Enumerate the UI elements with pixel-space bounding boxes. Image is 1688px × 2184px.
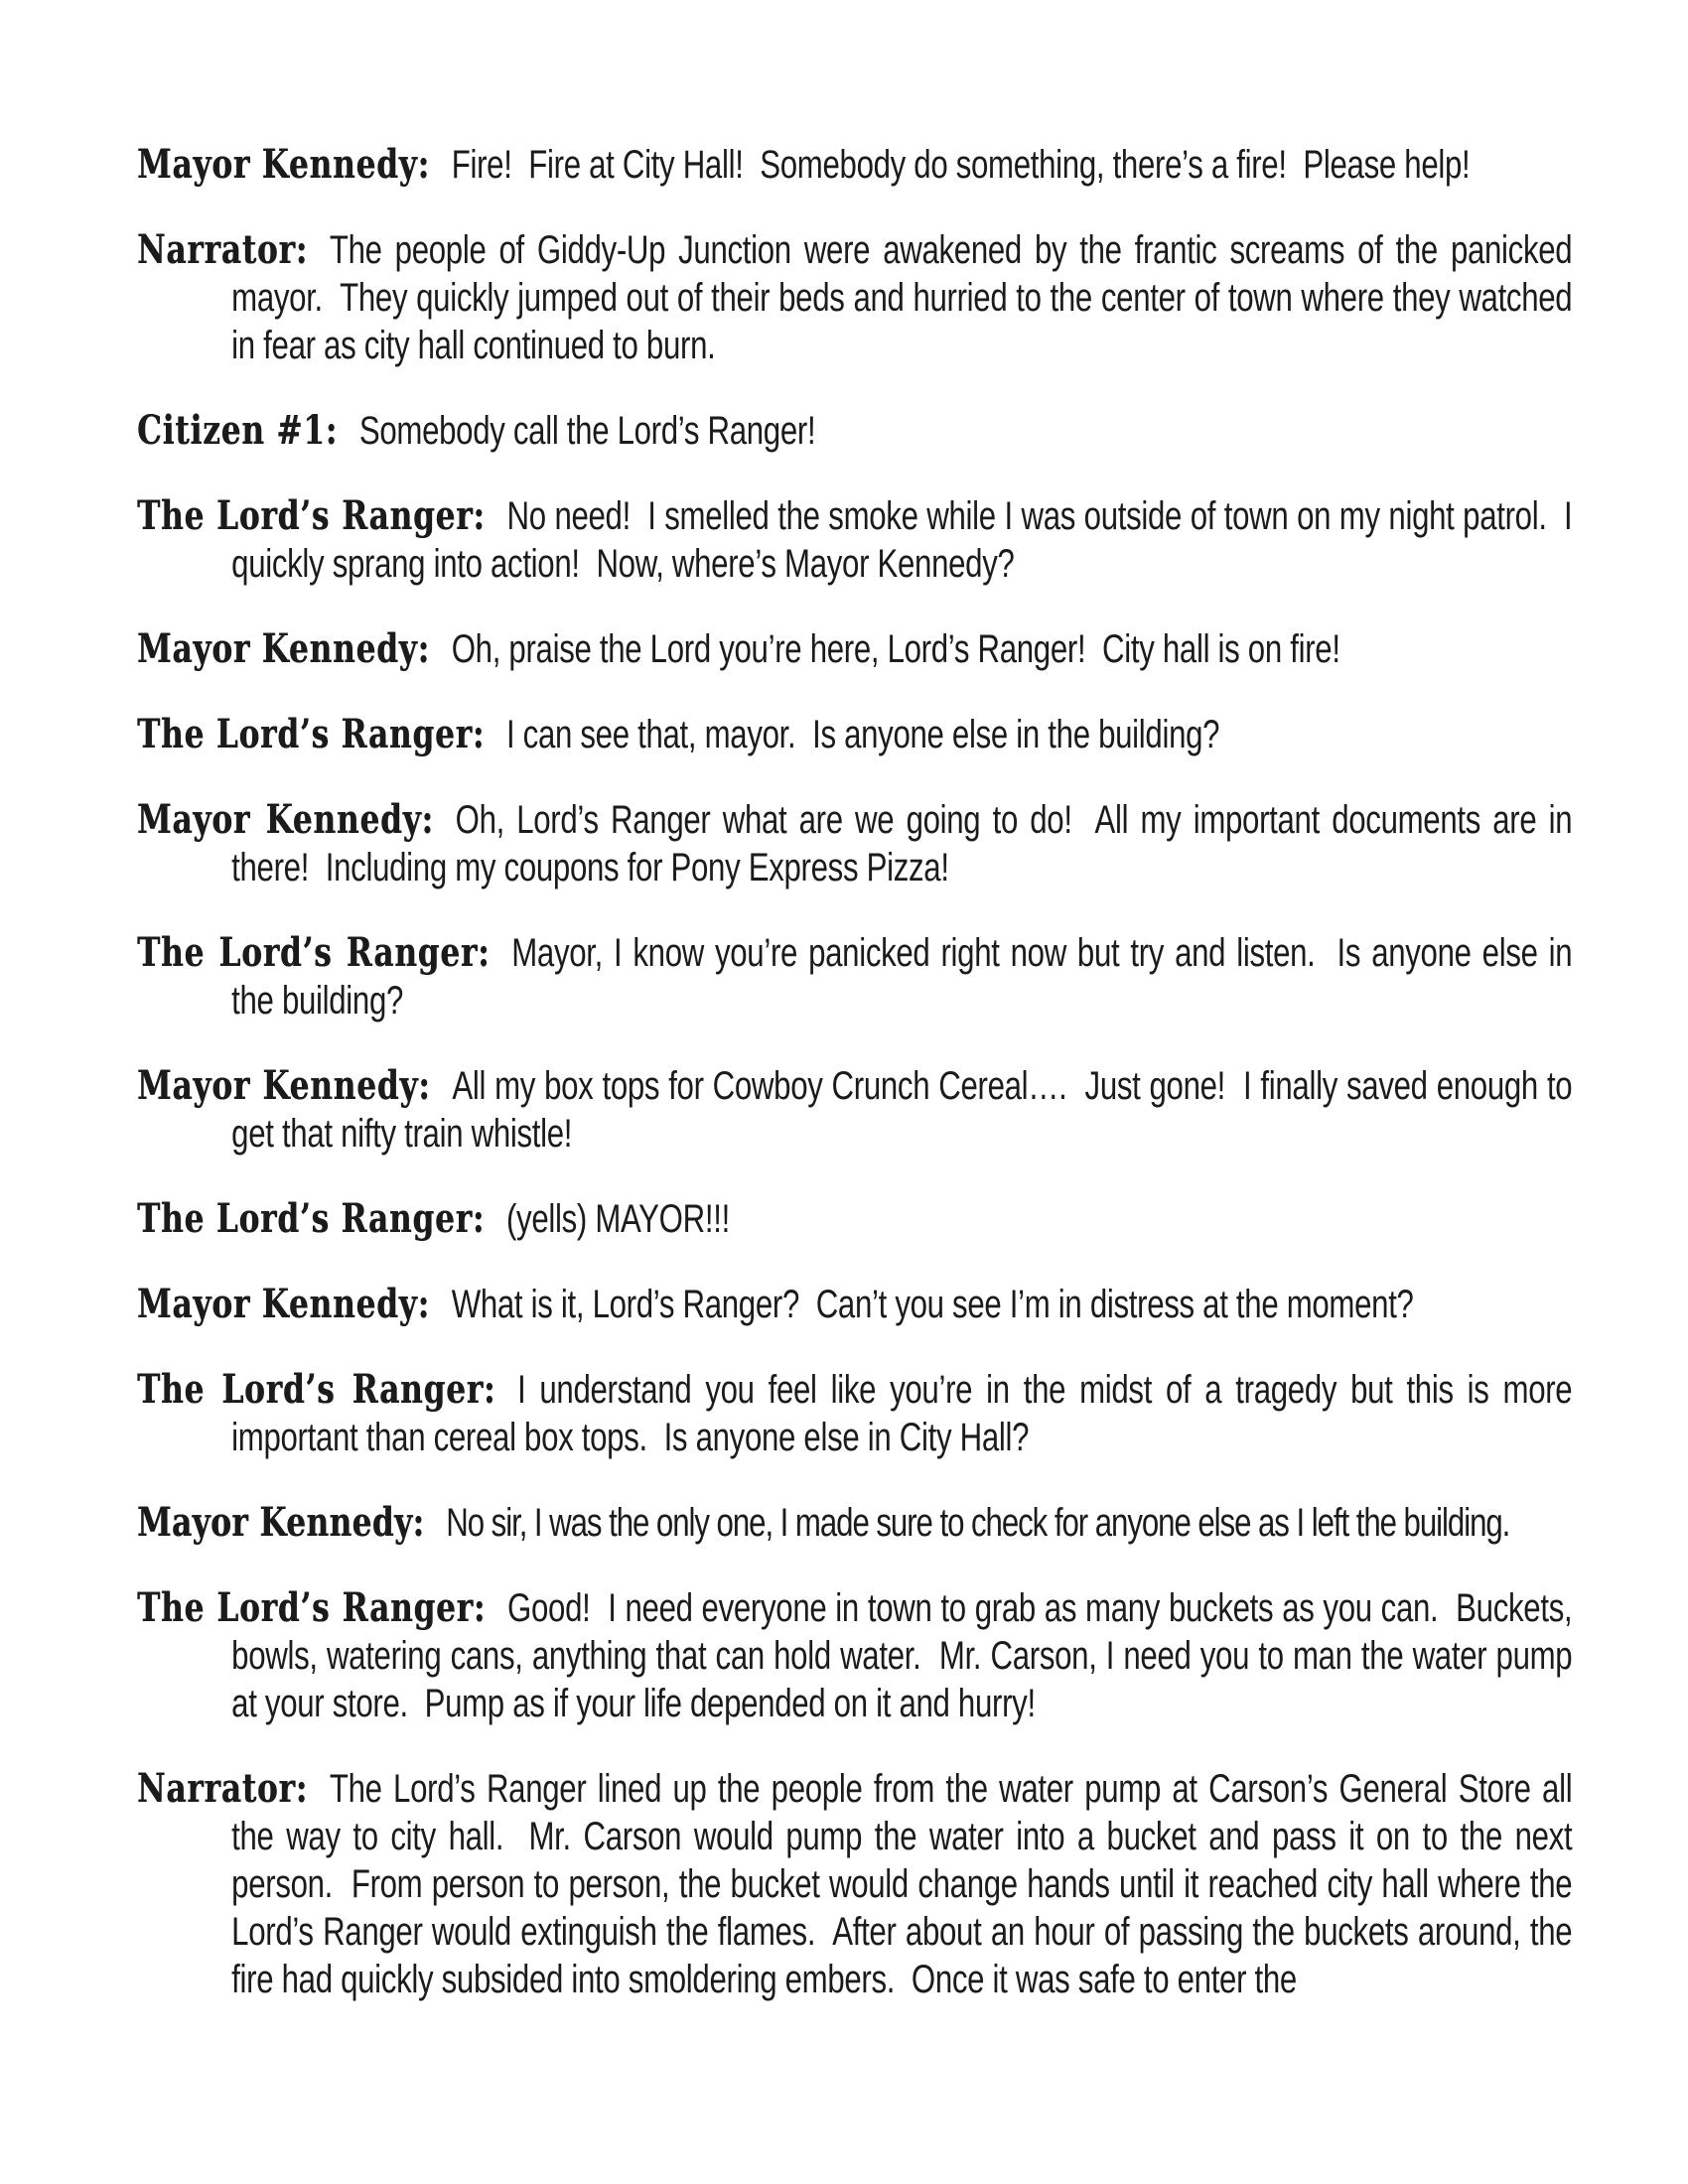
speaker-name: Mayor Kennedy: [137, 1062, 431, 1109]
dialogue-paragraph [137, 929, 1581, 1024]
speaker-name: Mayor Kennedy: [137, 796, 434, 843]
speaker-name: The Lord’s Ranger: [137, 1366, 496, 1413]
dialogue-text: No sir, I was the only one, I made sure to check for anyone else as I left the building. [446, 1501, 1510, 1545]
dialogue-text: (yells) MAYOR!!! [505, 1197, 730, 1241]
dialogue-paragraph [137, 226, 1581, 369]
dialogue-text: I can see that, mayor. Is anyone else in the building? [505, 713, 1220, 756]
dialogue-paragraph [137, 1281, 1572, 1328]
dialogue-text: Fire! Fire at City Hall! Somebody do something, there’s a fire! Please help! [451, 143, 1471, 187]
speaker-name: Narrator: [137, 1765, 309, 1812]
dialogue-text: No need! I smelled the smoke while I was outside of town on my night patrol. I quickly sprang into action! Now, where’s Mayor Kennedy? [231, 494, 1581, 586]
speaker-name: Mayor Kennedy: [137, 141, 430, 188]
dialogue-text: I understand you feel like you’re in the midst of a tragedy but this is more important than cereal box tops. Is anyone else in City Hall? [231, 1368, 1581, 1459]
dialogue-text: What is it, Lord’s Ranger? Can’t you see I’m in distress at the moment? [451, 1283, 1414, 1326]
dialogue-paragraph [137, 1765, 1581, 2003]
speaker-name: Mayor Kennedy: [137, 625, 430, 672]
speaker-name: Citizen #1: [137, 407, 339, 454]
dialogue-text: All my box tops for Cowboy Crunch Cereal…. Just gone! I finally saved enough to get that nifty train whistle! [231, 1064, 1581, 1156]
dialogue-text: The people of Giddy-Up Junction were awakened by the frantic screams of the panicked mayor. They quickly jumped out of their beds and hurried to the center of town where they watched in fear as city hall continued to burn. [231, 228, 1581, 367]
dialogue-paragraph [137, 1499, 1572, 1547]
dialogue-paragraph [137, 796, 1581, 891]
dialogue-paragraph [137, 1584, 1581, 1727]
dialogue-text: Oh, Lord’s Ranger what are we going to do! All my important documents are in there! Including my coupons for Pony Express Pizza! [231, 798, 1581, 889]
speaker-name: The Lord’s Ranger: [137, 1195, 486, 1242]
dialogue-text: Oh, praise the Lord you’re here, Lord’s Ranger! City hall is on fire! [451, 627, 1340, 671]
speaker-name: The Lord’s Ranger: [137, 711, 486, 757]
dialogue-paragraph [137, 1062, 1581, 1158]
dialogue-paragraph [137, 711, 1572, 758]
dialogue-paragraph [137, 407, 1572, 455]
dialogue-paragraph [137, 1366, 1581, 1461]
dialogue-text: Mayor, I know you’re panicked right now but try and listen. Is anyone else in the building? [231, 931, 1581, 1023]
speaker-name: Narrator: [137, 226, 309, 273]
dialogue-paragraph [137, 625, 1572, 673]
dialogue-text: Somebody call the Lord’s Ranger! [358, 409, 816, 453]
dialogue-paragraph [137, 492, 1581, 588]
speaker-name: The Lord’s Ranger: [137, 929, 491, 976]
speaker-name: The Lord’s Ranger: [137, 1584, 487, 1631]
dialogue-paragraph [137, 1195, 1572, 1243]
speaker-name: Mayor Kennedy: [137, 1281, 430, 1327]
speaker-name: The Lord’s Ranger: [137, 492, 486, 539]
dialogue-text: The Lord’s Ranger lined up the people from the water pump at Carson’s General Store all the way to city hall. Mr. Carson would pump the water into a bucket and pass it on to the next person. From person to person, the bucket would change hands until it reached city hall where the Lord’s Ranger would extinguish the flames. After about an hour of passing the buckets around, the fire had quickly subsided into smoldering embers. Once it was safe to enter the [231, 1767, 1581, 2001]
dialogue-paragraph [137, 141, 1572, 189]
dialogue-text: Good! I need everyone in town to grab as many buckets as you can. Buckets, bowls, watering cans, anything that can hold water. Mr. Carson, I need you to man the water pump at your store. Pump as if your life depended on it and hurry! [231, 1586, 1581, 1725]
speaker-name: Mayor Kennedy: [137, 1499, 425, 1546]
script-page [137, 141, 1581, 2003]
